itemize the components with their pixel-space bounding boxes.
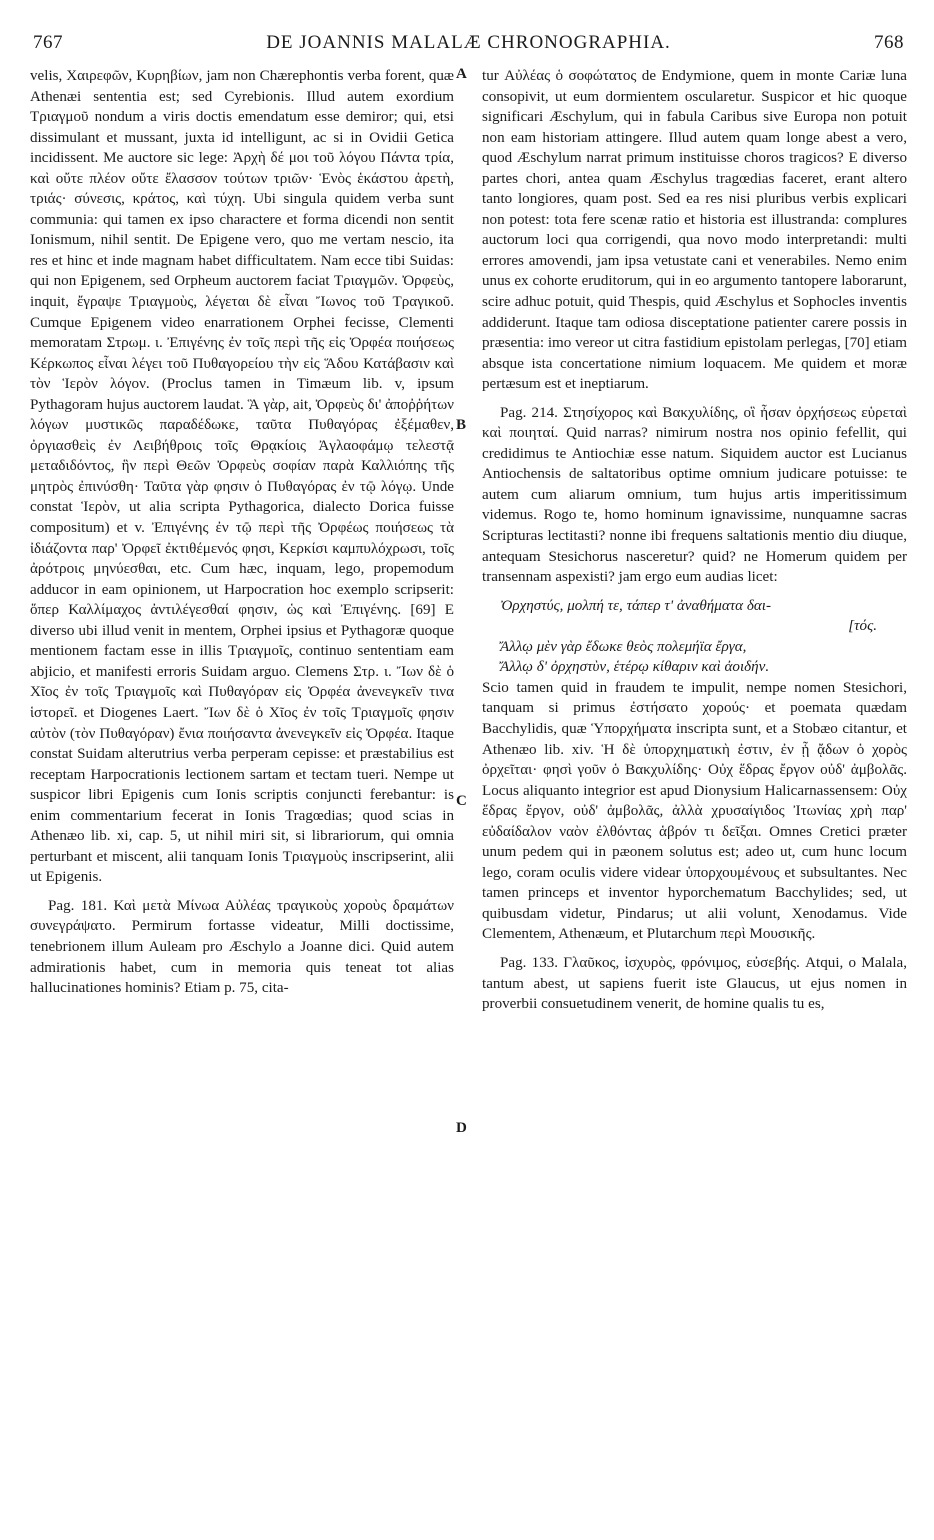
verse-line-1: Ὀρχηστύς, μολπή τε, τάπερ τ' ἀναθήματα δαι- <box>500 597 772 614</box>
verse-line-1-continuation: [τός. <box>848 618 877 635</box>
verse-line-3: Ἄλλῳ δ' ὀρχηστὺν, ἑτέρῳ κίθαριν καὶ ἀοιδήν. <box>500 659 770 676</box>
right-paragraph-2: Pag. 214. Στησίχορος καὶ Βακχυλίδης, οἳ ἦσαν ὀρχήσεως εὑρεταὶ καὶ ποιηταί. Quid narras? nimirum nostra nos opinio fefellit, qui credidimus te Antiochiæ esse natum. Siquidem auctor est Lucianus Antiochensis de saltatoribus optime omnium judicare potuisse: te autem cum aliarum omnium, tum hujus artis imperitissimum videmus. Rogo te, homo hominum ignavissime, nunquamne sacras Scripturas lectitasti? nonne ibi frequens saltationis mentio diu diuque, antequam Stesichorus nasceretur? quid? ne Homerum quidem per transennam aspexisti? jam ergo eum audias licet: <box>482 404 907 586</box>
running-header <box>33 30 904 60</box>
margin-letter-a: A <box>456 66 467 82</box>
left-column <box>30 66 454 999</box>
verse-quotation <box>482 596 907 678</box>
right-paragraph-4: Pag. 133. Γλαῦκος, ἰσχυρὸς, φρόνιμος, εὐσεβής. Atqui, o Malala, tantum abest, ut sapiens fuerit iste Glaucus, ut ejus nomen in proverbii consuetudinem venerit, de homine qualis tu es, <box>482 954 907 1013</box>
right-paragraph-1: tur Αὐλέας ὁ σοφώτατος de Endymione, quem in monte Cariæ luna consopivit, ut eum dormientem oscularetur. Suspicor et hic quoque significari Æschylum, qui in fabula Caribus sive Europa non potuit non eam historiam attingere. Illud autem quam longe abest a vero, quod Æschylum narrat primum instituisse choros tragicos? E diverso partes chori, antea quam Æschylus tragœdias faceret, erant altero tanto longiores, quam post. Sed ea res nisi pluribus verbis explicari non potest: tota fere scenæ ratio et historia est illustranda: complures auctorum loci qua corrigendi, qua novo modo interpretandi: multi errores amovendi, jam ipsa vetustate cani et venerabiles. Nemo enim unus ex cohorte eruditorum, qui in eo argumento tantopere laborarunt, scire adhuc potuit, quid Thespis, quid Æschylus et Sophocles inventis addiderunt. Itaque tam odiosa disceptatione patienter carere possis in præsentia: imo vereor ut citra fastidium epistolam perlegas, [70] etiam absque ista concertatione nimium loquacem. Me quidem et moræ pertæsum est et ineptiarum. <box>482 68 908 393</box>
left-paragraph-2: Pag. 181. Καὶ μετὰ Μίνωα Αὐλέας τραγικοὺς χοροὺς δραμάτων συνεγράψατο. Permirum fortasse videatur, Milli doctissime, tenebrionem illum Auleam pro Æschylo a Joanne dici. Quid autem admirationis habet, cum in memoria quis teneat tot alias hallucinationes hominis? Etiam p. 75, cita- <box>30 897 454 997</box>
right-column <box>482 66 907 1015</box>
page-number-left: 767 <box>33 32 63 53</box>
margin-letter-d: D <box>456 1120 467 1136</box>
right-paragraph-3: Scio tamen quid in fraudem te impulit, nempe nomen Stesichori, tanquam si primus ἐστήσατο χορούς· et poemata quædam Bacchylidis, quæ Ὑπορχήματα inscripta sunt, et a Stobæo citantur, et Athenæo lib. xiv. Ἡ δὲ ὑπορχηματικὴ ἐστιν, ἐν ᾗ ᾄδων ὁ χορὸς ὀρχεῖται· φησὶ γοῦν ὁ Βακχυλίδης· Οὐχ ἕδρας ἔργον οὐδ' ἀμβολᾶς. Locus aliquanto integrior est apud Dionysium Halicarnassensem: Οὐχ ἕδρας ἔργον, οὐδ' ἀμβολᾶς, ἀλλὰ χρυσαίγιδος Ἰτωνίας χρὴ παρ' εὐδαίδαλον ναὸν ἐλθόντας ἁβρόν τι δεῖξαι. Omnes Cretici præter unum pedem qui in pæonem solutus est; adeo ut, cum hunc locum lego, coram oculis videre videar ὑπορχουμένους et subsultantes. Nec tamen princeps et inventor hyporchematum Bacchylides; sed, ut quibusdam videtur, Pindarus; ut alii volunt, Xenodamus. Vide Clementem, Athenæum, et Plutarchum περὶ Μουσικῆς. <box>482 679 907 943</box>
left-paragraph-1: velis, Χαιρεφῶν, Κυρηβίων, jam non Chærephontis verba forent, quæ Athenæi sententia est; sed Cyrebionis. Illud autem exordium Τριαγμοῦ nondum a viris doctis emendatum esse demiror; qui, etsi dissimulant et mussant, juxta id intelligunt, ac si in Ovidii Getica incidissent. Me auctore sic lege: Ἀρχὴ δέ μοι τοῦ λόγου Πάντα τρία, καὶ οὔτε πλέον οὔτε ἔλασσον τούτων τριῶν· Ἑνὸς ἑκάστου ἀρετὴ, τριάς· σύνεσις, κράτος, καὶ τύχη. Ubi singula quidem verba sunt communia: qui tamen ex ipso charactere et forma dicendi non sentit Ionismum, nihil sentit. De Epigene vero, quo me vertam nescio, ita res et hinc et inde magnam habet difficultatem. Nam ecce tibi Suidas: qui non Epigenem, sed Orpheum auctorem faciat Τριαγμῶν. Ὀρφεὺς, inquit, ἔγραψε Τριαγμοὺς, λέγεται δὲ εἶναι Ἴωνος τοῦ Τραγικοῦ. Cumque Epigenem video enarrationem Orphei fecisse, Clementi memoratam Στρωμ. ι. Ἐπιγένης ἐν τοῖς περὶ τῆς εἰς Ὀρφέα ποιήσεως Κέρκωπος εἶναι λέγει τοῦ Πυθαγορείου τὴν εἰς Ἅδου Κατάβασιν καὶ τὸν Ἱερὸν λόγον. (Proclus tamen in Timæum lib. v, ipsum Pythagoram hujus auctorem laudat. Ἃ γὰρ, ait, Ὀρφεὺς δι' ἀποῤῥήτων λόγων μυστικῶς παραδέδωκε, ταῦτα Πυθαγόρας ἐξέμαθεν, ὀργιασθεὶς ἐν Λειβήθροις τοῖς Θρᾳκίοις Ἀγλαοφάμῳ τελεστᾷ μεταδιδόντος, ἣν περὶ Θεῶν Ὀρφεὺς σοφίαν παρὰ Καλλιόπης τῆς μητρὸς ἐπινύσθη· Ταῦτα γὰρ φησιν ὁ Πυθαγόρας ἐν τῷ λόγῳ. Unde constat Ἱερὸν, ut alia scripta Pythagorica, dialecto Dorica fuisse compositum) et v. Ἐπιγένης ἐν τῷ περὶ τῆς Ὀρφέως ποιήσεως τὰ ἰδιάζοντα παρ' Ὀρφεῖ ἐκτιθέμενός φησι, Κερκίσι καμπυλόχρωσι, τοῖς ἀρότροις μηνύεσθαι, etc. Cum hæc, inquam, lego, propemodum adducor in eam opinionem, ut Harpocration hoc exemplo scripserit: ὅπερ Καλλίμαχος ἀντιλέγεσθαί φησιν, ὡς καὶ Ἐπιγένης. [69] E diverso ubi illud venit in mentem, Orphei ipsius et Pythagoræ quoque mentionem factam esse in illis Τριαγμοῖς, continuo sententiam eam abjicio, et manifesti erroris Suidam arguo. Clemens Στρ. ι. Ἴων δὲ ὁ Χῖος ἐν τοῖς Τριαγμοῖς καὶ Πυθαγόραν εἰς Ὀρφέα ἀνενεγκεῖν τινα ἱστορεῖ. et Diogenes Laert. Ἴων δὲ ὁ Χῖος ἐν τοῖς Τριαγμοῖς φησιν αὐτὸν (τὸν Πυθαγόραν) ἔνια ποιήσαντα ἀνενεγκεῖν εἰς Ὀρφέα. Itaque constat Suidam alterutrius verba perperam cepisse: et præstabilius est receptam Harpocrationis lectionem sartam et tectam tueri. Nempe ut suspicor libri Epigenis cum Ionis scriptis conjuncti ferebantur: is enim commentarium fecerat in Ionis Tragœdias; quod scias in Athenæo lib. xi, cap. 5, ut nihil miri sit, si librariorum, qui omnia perturbant et miscent, alii tanquam Ionis Τριαγμοὺς inscripserint, alii ut Epigenis. <box>30 68 454 886</box>
margin-letter-c: C <box>456 793 467 809</box>
verse-line-2: Ἄλλῳ μὲν γὰρ ἔδωκε θεὸς πολεμήϊα ἔργα, <box>500 638 747 655</box>
page-number-right: 768 <box>874 32 904 53</box>
running-title: DE JOANNIS MALALÆ CHRONOGRAPHIA. <box>266 32 671 53</box>
margin-letter-b: B <box>456 417 467 433</box>
